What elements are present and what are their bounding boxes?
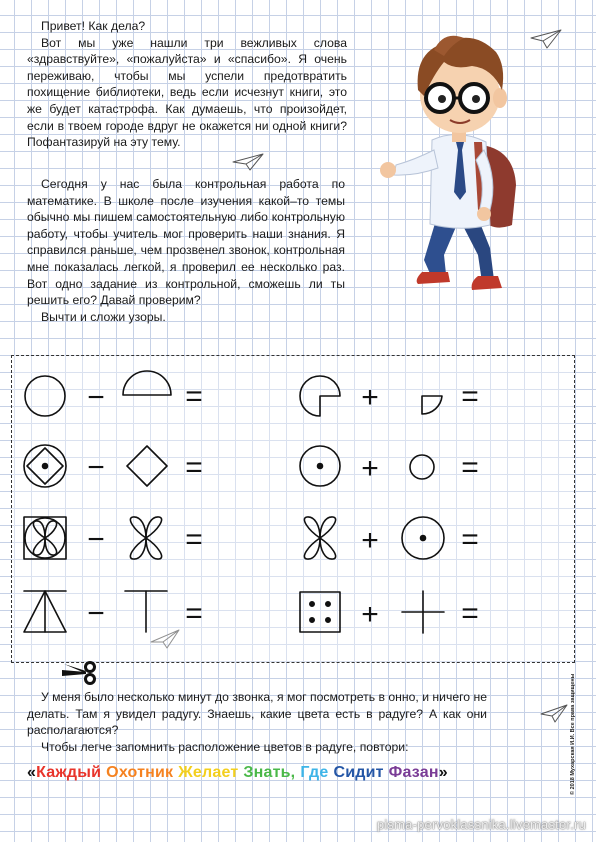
minus-sign: − bbox=[87, 523, 105, 556]
plus-sign: + bbox=[361, 598, 379, 631]
mnemonic-word-indigo: Сидит bbox=[333, 764, 384, 781]
pattern-quarter-shape bbox=[422, 396, 442, 414]
pattern-half-circle bbox=[123, 371, 171, 395]
paper-plane-icon bbox=[232, 150, 264, 172]
mnemonic-word-violet: Фазан bbox=[388, 764, 439, 781]
rainbow-mnemonic bbox=[27, 764, 453, 782]
minus-sign: − bbox=[87, 451, 105, 484]
pattern-flower bbox=[130, 517, 161, 559]
mnemonic-word-orange: Охотник bbox=[106, 764, 174, 781]
equals-sign: = bbox=[461, 597, 479, 630]
pattern-puzzle-box bbox=[11, 355, 575, 663]
pattern-small-circle bbox=[410, 455, 434, 479]
test-text-block bbox=[27, 176, 345, 325]
pattern-t-shape bbox=[125, 591, 167, 632]
pattern-puzzle-canvas bbox=[12, 356, 574, 662]
pattern-diamond bbox=[127, 446, 167, 486]
pattern-circle-dot bbox=[402, 517, 444, 559]
boy-illustration bbox=[374, 10, 534, 300]
rainbow-body-text: У меня было несколько минут до звонка, я мог посмотреть в онно, и ничего не делать. Там я увидел радугу. Знаешь, какие цвета есть в радуге? А как они располагаются? bbox=[27, 690, 487, 738]
open-quote: « bbox=[27, 764, 37, 781]
plus-sign: + bbox=[361, 381, 379, 414]
equals-sign: = bbox=[185, 597, 203, 630]
mnemonic-word-green: Знать, bbox=[243, 764, 296, 781]
close-quote: » bbox=[438, 764, 448, 781]
minus-sign: − bbox=[87, 381, 105, 414]
rainbow-text-block bbox=[27, 689, 487, 755]
paper-plane-icon bbox=[530, 28, 562, 50]
scissors-icon bbox=[60, 660, 100, 686]
watermark-text: pisma-pervoklassnika.livemaster.ru bbox=[376, 817, 586, 832]
intro-text-block bbox=[27, 18, 347, 151]
equals-sign: = bbox=[185, 523, 203, 556]
equals-sign: = bbox=[461, 380, 479, 413]
plus-sign: + bbox=[361, 452, 379, 485]
pattern-flower bbox=[304, 517, 335, 559]
pattern-triangle-t bbox=[24, 591, 66, 632]
intro-body-text: Вот мы уже нашли три вежливых слова «здравствуйте», «пожалуйста» и «спасибо». Я очень переживаю, чтобы мы успели предотвратить похищение библиотеки, ведь если исчезнут книги, это же будет катастрофа. Как думаешь, что произойдет, если в твоем городе вдруг не окажется ни одной книги? Пофантазируй на эту тему. bbox=[27, 35, 347, 150]
mnemonic-word-yellow: Желает bbox=[178, 764, 239, 781]
equals-sign: = bbox=[185, 451, 203, 484]
pattern-circle-diamond-dot bbox=[24, 445, 66, 487]
equals-sign: = bbox=[461, 523, 479, 556]
pattern-square-circle-flower bbox=[24, 517, 66, 559]
plus-sign: + bbox=[361, 524, 379, 557]
pattern-circle bbox=[25, 376, 65, 416]
rainbow-hint-text: Чтобы легче запомнить расположение цветов в радуге, повтори: bbox=[41, 739, 409, 754]
pattern-circle-dot bbox=[300, 446, 340, 486]
greeting-text: Привет! Как дела? bbox=[41, 19, 146, 33]
equals-sign: = bbox=[461, 451, 479, 484]
mnemonic-word-red: Каждый bbox=[36, 764, 102, 781]
pattern-square-dots bbox=[300, 592, 340, 632]
pattern-cross bbox=[402, 591, 444, 633]
paper-plane-icon bbox=[540, 702, 568, 724]
test-body-text: Сегодня у нас была контрольная работа по математике. В школе после изучения какой–то темы обычно мы пишем самостоятельную либо контрольную работу, чтобы учитель мог проверить наши знания. Я справился раньше, чем прозвенел звонок, контрольная мне показалась легкой, я проверил ее несколько раз. Вот одно задание из контрольной, сможешь ли ты решить его? Давай проверим? bbox=[27, 177, 345, 308]
pattern-three-quarter-circle bbox=[300, 376, 340, 416]
equals-sign: = bbox=[185, 380, 203, 413]
copyright-text: © 2018 Мухарская И.И. Все права защищены bbox=[570, 673, 576, 795]
instruction-text: Вычти и сложи узоры. bbox=[41, 309, 166, 324]
minus-sign: − bbox=[87, 597, 105, 630]
mnemonic-word-blue: Где bbox=[300, 764, 329, 781]
